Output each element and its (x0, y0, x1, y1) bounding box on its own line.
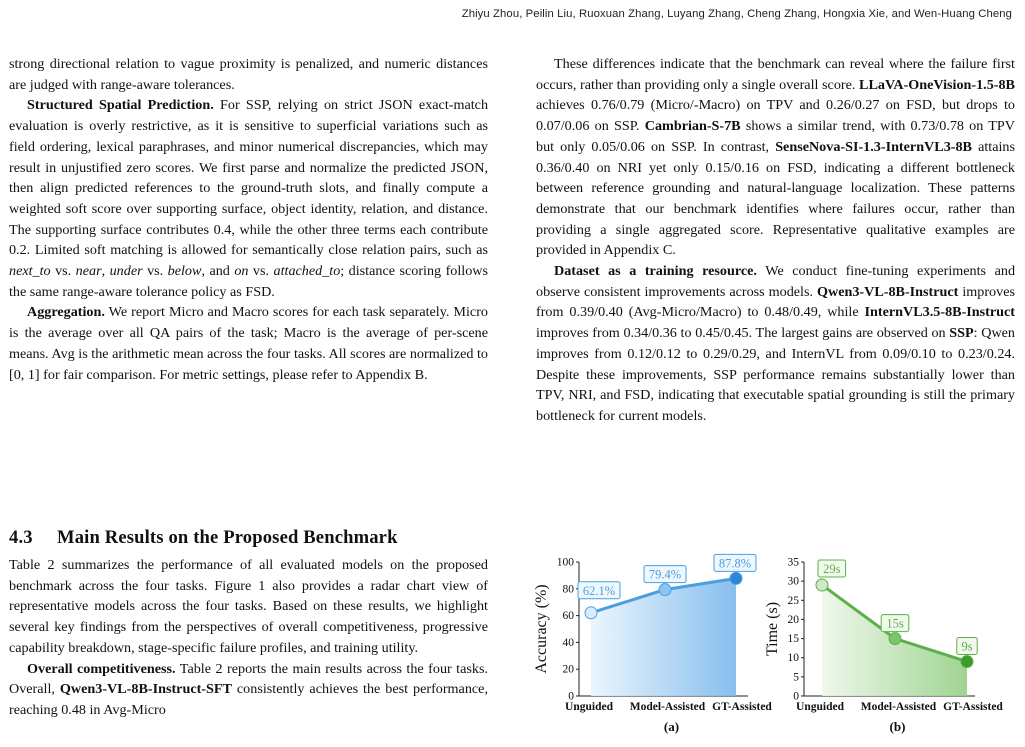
text: near (75, 263, 102, 280)
y-tick-label: 10 (787, 652, 799, 665)
paragraph-heading: Overall competitiveness. (27, 660, 176, 677)
data-label: 79.4% (648, 567, 682, 582)
x-tick-label: Unguided (565, 701, 613, 713)
paragraph-competitiveness (9, 659, 488, 721)
y-axis-label: Time (s) (764, 601, 781, 657)
text: We report Micro and Macro scores for each task separately. Micro is the average over all QA pairs of the task; Macro is the average of per-scene means. Avg is the arithmetic mean across the four tasks. All scores are normalized to [0, 1] for fair comparison. For metric settings, please refer to Appendix B. (9, 304, 488, 383)
text: on (234, 263, 249, 280)
text: improves from 0.39/0.40 (Avg-Micro/Macro) to 0.48/0.49, while (536, 283, 1015, 321)
data-label: 9s (961, 639, 973, 654)
section-number: 4.3 (9, 527, 33, 548)
model-name: Qwen3-VL-8B-Instruct (816, 283, 959, 300)
figure-charts (530, 550, 1020, 740)
paragraph-aggregation (9, 302, 488, 385)
x-tick-label: Unguided (796, 701, 844, 713)
data-label: 15s (886, 616, 904, 631)
model-name: InternVL3.5-8B-Instruct (864, 304, 1015, 321)
text: consistently achieves the best performance, reaching 0.48 in Avg-Micro (9, 681, 488, 718)
text: shows a similar trend, with 0.73/0.78 on TPV but only 0.05/0.06 on SSP. In contrast, (536, 118, 1015, 155)
paragraph-heading: Dataset as a training resource. (554, 263, 757, 280)
y-tick-label: 60 (562, 610, 574, 623)
data-label: 29s (823, 561, 841, 576)
y-tick-label: 20 (787, 613, 799, 626)
model-name: Qwen3-VL-8B-Instruct-SFT (59, 681, 232, 698)
time-chart (764, 557, 1003, 735)
data-point (961, 656, 973, 668)
data-point (730, 572, 742, 584)
x-tick-label: GT-Assisted (943, 701, 1003, 713)
y-tick-label: 100 (556, 556, 574, 569)
y-tick-label: 0 (793, 690, 799, 703)
data-label: 87.8% (718, 556, 752, 571)
text: attains 0.36/0.40 on NRI yet only 0.15/0.16 on FSD, indicating a different bottleneck between reference grounding and natural-language localization. These patterns demonstrate that our benchmark identifies where failures occur, rather than providing a single aggregated score. Representative qualitative examples are provided in Appendix C. (536, 138, 1016, 259)
left-column-lower (9, 555, 488, 721)
paragraph-training (536, 261, 1015, 427)
y-tick-label: 30 (787, 575, 799, 588)
y-tick-label: 0 (568, 690, 574, 703)
paragraph-ssp (9, 95, 488, 302)
x-tick-label: Model-Assisted (629, 701, 706, 713)
y-tick-label: 25 (787, 594, 799, 607)
text: below (167, 263, 202, 280)
text: vs. (50, 263, 76, 280)
y-tick-label: 15 (787, 633, 799, 646)
data-point (585, 607, 597, 619)
paragraph: Table 2 summarizes the performance of all evaluated models on the proposed benchmark across the four tasks. Figure 1 also provides a radar chart view of representative models across the four tasks. Based on these results, we highlight several key findings from the perspectives of overall competitiveness, progressive capability breakdown, stage-specific failure profiles, and training utility. (9, 557, 488, 656)
accuracy-chart (533, 554, 772, 734)
y-axis-label: Accuracy (%) (533, 584, 550, 674)
section-heading (9, 527, 488, 549)
data-point (889, 633, 901, 645)
data-label: 62.1% (582, 583, 616, 598)
x-tick-label: Model-Assisted (860, 701, 937, 713)
text: , (101, 263, 110, 280)
y-tick-label: 5 (793, 671, 799, 684)
paragraph: strong directional relation to vague proximity is penalized, and numeric distances are judged with range-aware tolerances. (9, 56, 488, 93)
text: ; distance scoring follows the same range-aware tolerance policy as FSD. (9, 263, 488, 300)
x-tick-label: GT-Assisted (712, 701, 772, 713)
text: vs. (142, 263, 168, 280)
text: These differences indicate that the benchmark can reveal where the failure first occurs, rather than providing only a single overall score. (536, 56, 1015, 93)
panel-label: (a) (663, 719, 680, 734)
paragraph-heading: Aggregation. (27, 304, 105, 321)
panel-label: (b) (889, 719, 906, 734)
model-name: Cambrian-S-7B (644, 118, 741, 135)
task-name: SSP (949, 325, 974, 342)
section-title: Main Results on the Proposed Benchmark (57, 527, 398, 548)
text: , and (201, 263, 235, 280)
paragraph (536, 54, 1015, 261)
y-tick-label: 40 (562, 636, 574, 649)
model-name: LLaVA-OneVision-1.5-8B (859, 76, 1015, 93)
text: : Qwen improves from 0.12/0.12 to 0.29/0.29, and InternVL from 0.09/0.10 to 0.23/0.24. Despite these improvements, SSP performance remains substantially lower than TPV, NRI, and FSD, indicating that executable spatial grounding is still the primary bottleneck for current models. (536, 325, 1016, 424)
text: We conduct fine-tuning experiments and observe consistent improvements across models. (536, 263, 1016, 300)
data-point (816, 579, 828, 591)
running-header: Zhiyu Zhou, Peilin Liu, Ruoxuan Zhang, Luyang Zhang, Cheng Zhang, Hongxia Xie, and Wen-Huang Cheng (461, 8, 1012, 20)
text: achieves 0.76/0.79 (Micro/-Macro) on TPV and 0.26/0.27 on FSD, but drops to 0.07/0.06 on SSP. (536, 97, 1015, 135)
left-column (9, 54, 488, 385)
y-tick-label: 20 (562, 663, 574, 676)
right-column (536, 54, 1015, 427)
text: Table 2 reports the main results across the four tasks. Overall, (9, 660, 489, 698)
y-tick-label: 35 (787, 556, 799, 569)
paragraph-heading: Structured Spatial Prediction. (27, 97, 214, 114)
text: under (109, 263, 143, 280)
text: next_to (9, 263, 51, 280)
text: attached_to (273, 263, 341, 280)
model-name: SenseNova-SI-1.3-InternVL3-8B (775, 138, 972, 155)
text: For SSP, relying on strict JSON exact-match evaluation is overly restrictive, as it is sensitive to superficial variations such as field ordering, lexical paraphrases, and minor numerical discrepancies, which may result in unjustified zero scores. We first parse and normalize the predicted JSON, then align predicted references to the ground-truth slots, and finally compute a weighted soft score over supporting surface, object identity, relation, and distance. The supporting surface contributes 0.4, while the other three terms each contribute 0.2. Limited soft matching is allowed for semantically close relation pairs, such as (9, 97, 489, 259)
data-point (659, 584, 671, 596)
text: improves from 0.34/0.36 to 0.45/0.45. The largest gains are observed on (536, 325, 950, 342)
text: vs. (248, 263, 274, 280)
y-tick-label: 80 (562, 583, 574, 596)
